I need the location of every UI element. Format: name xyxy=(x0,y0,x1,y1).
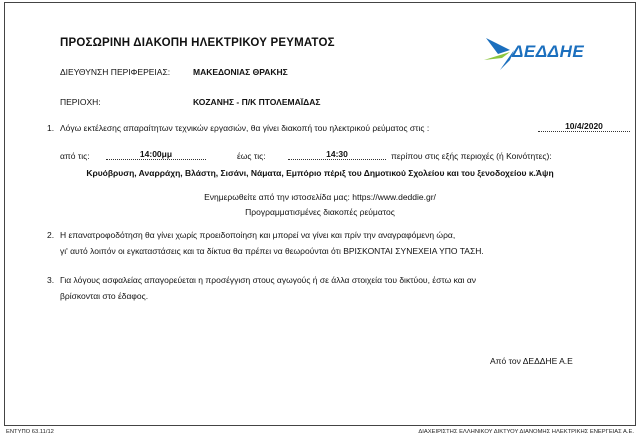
signature: Από τον ΔΕΔΔΗΕ Α.Ε xyxy=(490,356,573,366)
area-value: ΚΟΖΑΝΗΣ - Π/Κ ΠΤΟΛΕΜΑΪΔΑΣ xyxy=(193,97,321,107)
item3-line2: βρίσκονται στο έδαφος. xyxy=(60,291,149,301)
planned-outages-link: Προγραμματισμένες διακοπές ρεύματος xyxy=(245,207,395,217)
item2-line2: γι' αυτό λοιπόν οι εγκαταστάσεις και τα δίκτυα θα πρέπει να θεωρούνται ότι ΒΡΙΣΚΟΝΤΑΙ ΣΥΝΕΧΕΙΑ ΥΠΟ ΤΑΣΗ. xyxy=(60,246,484,256)
item1-number: 1. xyxy=(47,123,55,133)
directorate-value: ΜΑΚΕΔΟΝΙΑΣ ΘΡΑΚΗΣ xyxy=(193,67,288,77)
directorate-label: ΔΙΕΥΘΥΝΣΗ ΠΕΡΙΦΕΡΕΙΑΣ: xyxy=(60,67,171,77)
form-code: ΕΝΤΥΠΟ 63.11/12 xyxy=(6,429,54,435)
item3-number: 3. xyxy=(47,275,55,285)
notice-title: ΠΡΟΣΩΡΙΝΗ ΔΙΑΚΟΠΗ ΗΛΕΚΤΡΙΚΟΥ ΡΕΥΜΑΤΟΣ xyxy=(60,37,335,49)
outage-date: 10/4/2020 xyxy=(538,121,630,132)
logo-text: ΔΕΔΔΗΕ xyxy=(512,42,585,61)
org-name: ΔΙΑΧΕΙΡΙΣΤΗΣ ΕΛΛΗΝΙΚΟΥ ΔΙΚΤΥΟΥ ΔΙΑΝΟΜΗΣ ΗΛΕΚΤΡΙΚΗΣ ΕΝΕΡΓΕΙΑΣ Α.Ε. xyxy=(418,429,634,435)
item1-text: Λόγω εκτέλεσης απαραίτητων τεχνικών εργασιών, θα γίνει διακοπή του ηλεκτρικού ρεύματος στις : xyxy=(60,123,430,133)
from-label: από τις: xyxy=(60,151,90,161)
to-time: 14:30 xyxy=(288,149,386,160)
area-label: ΠΕΡΙΟΧΗ: xyxy=(60,97,101,107)
item2-line1: Η επανατροφοδότηση θα γίνει χωρίς προειδοποίηση και μπορεί να γίνει και πρίν την αναγραφόμενη ώρα, xyxy=(60,230,456,240)
to-label: έως τις: xyxy=(237,151,266,161)
website-info: Ενημερωθείτε από την ιστοσελίδα μας: https://www.deddie.gr/ xyxy=(204,192,436,202)
item3-line1: Για λόγους ασφαλείας απαγορεύεται η προσέγγιση στους αγωγούς ή σε άλλα στοιχεία του δικτύου, έστω και αν xyxy=(60,275,477,285)
from-time: 14:00μμ xyxy=(106,149,206,160)
areas-intro: περίπου στις εξής περιοχές (ή Κοινότητες): xyxy=(391,151,552,161)
affected-areas: Κρυόβρυση, Αναρράχη, Βλάστη, Σισάνι, Νάματα, Εμπόριο πέριξ του Δημοτικού Σχολείου και του ξενοδοχείου κ.Άψη xyxy=(86,168,554,178)
item2-number: 2. xyxy=(47,230,55,240)
